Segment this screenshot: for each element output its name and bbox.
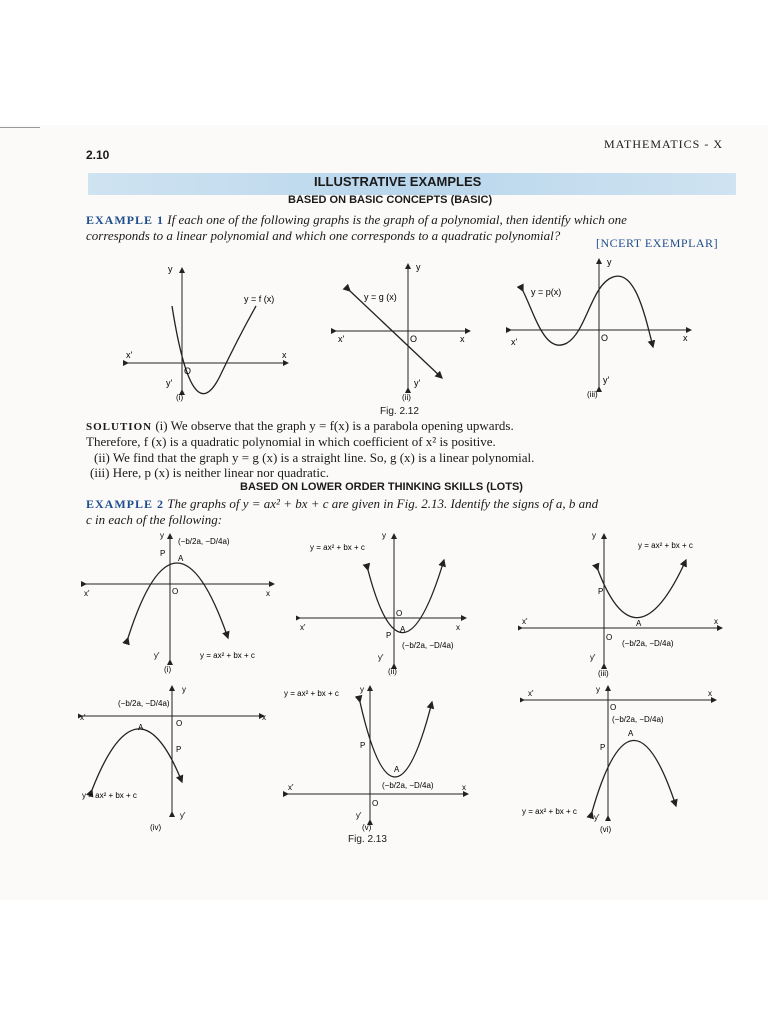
curve-label: y = p(x) — [531, 287, 562, 297]
solution-label: SOLUTION — [86, 421, 153, 433]
line-label: y = g (x) — [364, 292, 397, 302]
vertex-label: (−b/2a, −D/4a) — [382, 781, 434, 790]
y-label: y — [596, 685, 600, 694]
xp-label: x' — [338, 334, 345, 344]
example1-text-1: If each one of the following graphs is the graph of a polynomial, then identify which one — [167, 212, 627, 227]
yp-label: y' — [603, 375, 610, 385]
yp-label: y' — [378, 653, 384, 662]
y-label: y — [592, 531, 596, 540]
yp-label: y' — [166, 378, 173, 388]
vertex-point: A — [178, 554, 184, 563]
y-label: y — [382, 531, 386, 540]
y-label: y — [360, 685, 364, 694]
origin-label: O — [606, 633, 613, 642]
graph-fig212-i — [120, 258, 300, 403]
origin-label: O — [172, 587, 179, 596]
yp-label: y' — [356, 811, 362, 820]
x-label: x — [262, 713, 266, 722]
y-label: y — [607, 257, 612, 267]
graph-fig213-iii — [518, 530, 728, 680]
x-label: x — [462, 783, 466, 792]
xp-label: x' — [528, 689, 534, 698]
yp-label: y' — [594, 813, 600, 822]
x-label: x — [708, 689, 712, 698]
fig212-caption: Fig. 2.12 — [380, 406, 419, 417]
origin-label: O — [410, 334, 418, 344]
parabola-curve — [172, 306, 256, 394]
intercept-point: P — [160, 549, 166, 558]
x-label: x — [714, 617, 718, 626]
parabola-curve — [128, 563, 228, 638]
roman-label: (iii) — [598, 669, 609, 678]
eq-label: y = ax² + bx + c — [284, 689, 339, 698]
vertex-point: A — [138, 723, 144, 732]
intercept-point: P — [360, 741, 366, 750]
intercept-point: P — [386, 631, 392, 640]
running-header: MATHEMATICS - X — [604, 137, 724, 151]
x-label: x — [456, 623, 460, 632]
x-label: x — [282, 350, 287, 360]
roman-label: (ii) — [388, 667, 397, 676]
xp-label: x' — [522, 617, 528, 626]
solution-text-1: (i) We observe that the graph y = f(x) is a parabola opening upwards. — [155, 418, 514, 433]
roman-label: (iii) — [587, 390, 598, 399]
eq-label: y = ax² + bx + c — [200, 651, 255, 660]
graph-fig212-ii — [330, 258, 480, 403]
graph-fig213-vi — [520, 682, 720, 834]
eq-label: y = ax² + bx + c — [310, 543, 365, 552]
yp-label: y' — [180, 811, 186, 820]
parabola-curve — [92, 729, 182, 790]
vertex-point: A — [394, 765, 400, 774]
origin-label: O — [372, 799, 379, 808]
y-label: y — [182, 685, 186, 694]
eq-label: y = ax² + bx + c — [638, 541, 693, 550]
x-label: x — [266, 589, 270, 598]
vertex-label: (−b/2a, −D/4a) — [612, 715, 664, 724]
xp-label: x' — [80, 713, 86, 722]
vertex-label: (−b/2a, −D/4a) — [118, 699, 170, 708]
example1-label: EXAMPLE 1 — [86, 213, 164, 227]
origin-label: O — [610, 703, 617, 712]
intercept-point: P — [598, 587, 604, 596]
example2-label: EXAMPLE 2 — [86, 497, 164, 511]
roman-label: (i) — [164, 665, 172, 674]
intercept-point: P — [176, 745, 182, 754]
straight-line — [350, 291, 442, 378]
parabola-curve — [598, 560, 686, 618]
example2-text-2: c in each of the following: — [86, 512, 223, 527]
example1-line1 — [86, 212, 627, 228]
xp-label: x' — [300, 623, 306, 632]
vertex-label: (−b/2a, −D/4a) — [402, 641, 454, 650]
subheading-lots: BASED ON LOWER ORDER THINKING SKILLS (LOTS) — [240, 481, 523, 493]
example2-line1 — [86, 496, 598, 512]
xp-label: x' — [288, 783, 294, 792]
graph-fig213-ii — [296, 530, 471, 678]
y-label: y — [416, 262, 421, 272]
parabola-curve — [368, 560, 444, 633]
roman-label: (i) — [176, 393, 184, 402]
curve-label: y = f (x) — [244, 294, 275, 304]
roman-label: (ii) — [402, 393, 411, 402]
subheading-basic: BASED ON BASIC CONCEPTS (BASIC) — [288, 194, 493, 206]
origin-label: O — [601, 333, 609, 343]
xp-label: x' — [126, 350, 133, 360]
eq-label: y = ax² + bx + c — [522, 807, 577, 816]
example2-text-1: The graphs of y = ax² + bx + c are given in Fig. 2.13. Identify the signs of a, b and — [167, 496, 599, 511]
origin-label: O — [396, 609, 403, 618]
solution-line1 — [86, 418, 514, 434]
x-label: x — [460, 334, 465, 344]
solution-text-4: (iii) Here, p (x) is neither linear nor quadratic. — [90, 465, 329, 480]
yp-label: y' — [154, 651, 160, 660]
graph-fig213-iv — [78, 682, 278, 832]
vertex-label: (−b/2a, −D/4a) — [178, 537, 230, 546]
y-label: y — [160, 531, 164, 540]
vertex-label: (−b/2a, −D/4a) — [622, 639, 674, 648]
section-title: ILLUSTRATIVE EXAMPLES — [314, 174, 482, 189]
y-label: y — [168, 264, 173, 274]
vertex-point: A — [636, 619, 642, 628]
solution-text-3: (ii) We find that the graph y = g (x) is a straight line. So, g (x) is a linear polynomial. — [94, 450, 535, 465]
page-edge-line — [0, 127, 40, 128]
solution-text-2: Therefore, f (x) is a quadratic polynomial in which coefficient of x² is positive. — [86, 434, 496, 449]
x-label: x — [683, 333, 688, 343]
graph-fig212-iii — [505, 255, 700, 403]
intercept-point: P — [600, 743, 606, 752]
page-number: 2.10 — [86, 148, 110, 162]
roman-label: (iv) — [150, 823, 162, 832]
roman-label: (v) — [362, 823, 372, 832]
ncert-source: [NCERT EXEMPLAR] — [596, 236, 719, 250]
example1-text-2: corresponds to a linear polynomial and which one corresponds to a quadratic polynomial? — [86, 228, 561, 243]
fig213-caption: Fig. 2.13 — [348, 834, 387, 845]
vertex-point: A — [400, 625, 406, 634]
origin-label: O — [176, 719, 183, 728]
origin-label: O — [184, 366, 192, 376]
graph-fig213-i — [80, 528, 280, 678]
roman-label: (vi) — [600, 825, 612, 834]
graph-fig213-v — [282, 682, 472, 832]
xp-label: x' — [511, 337, 518, 347]
vertex-point: A — [628, 729, 634, 738]
yp-label: y' — [590, 653, 596, 662]
yp-label: y' — [414, 378, 421, 388]
eq-label: y = ax² + bx + c — [82, 791, 137, 800]
xp-label: x' — [84, 589, 90, 598]
